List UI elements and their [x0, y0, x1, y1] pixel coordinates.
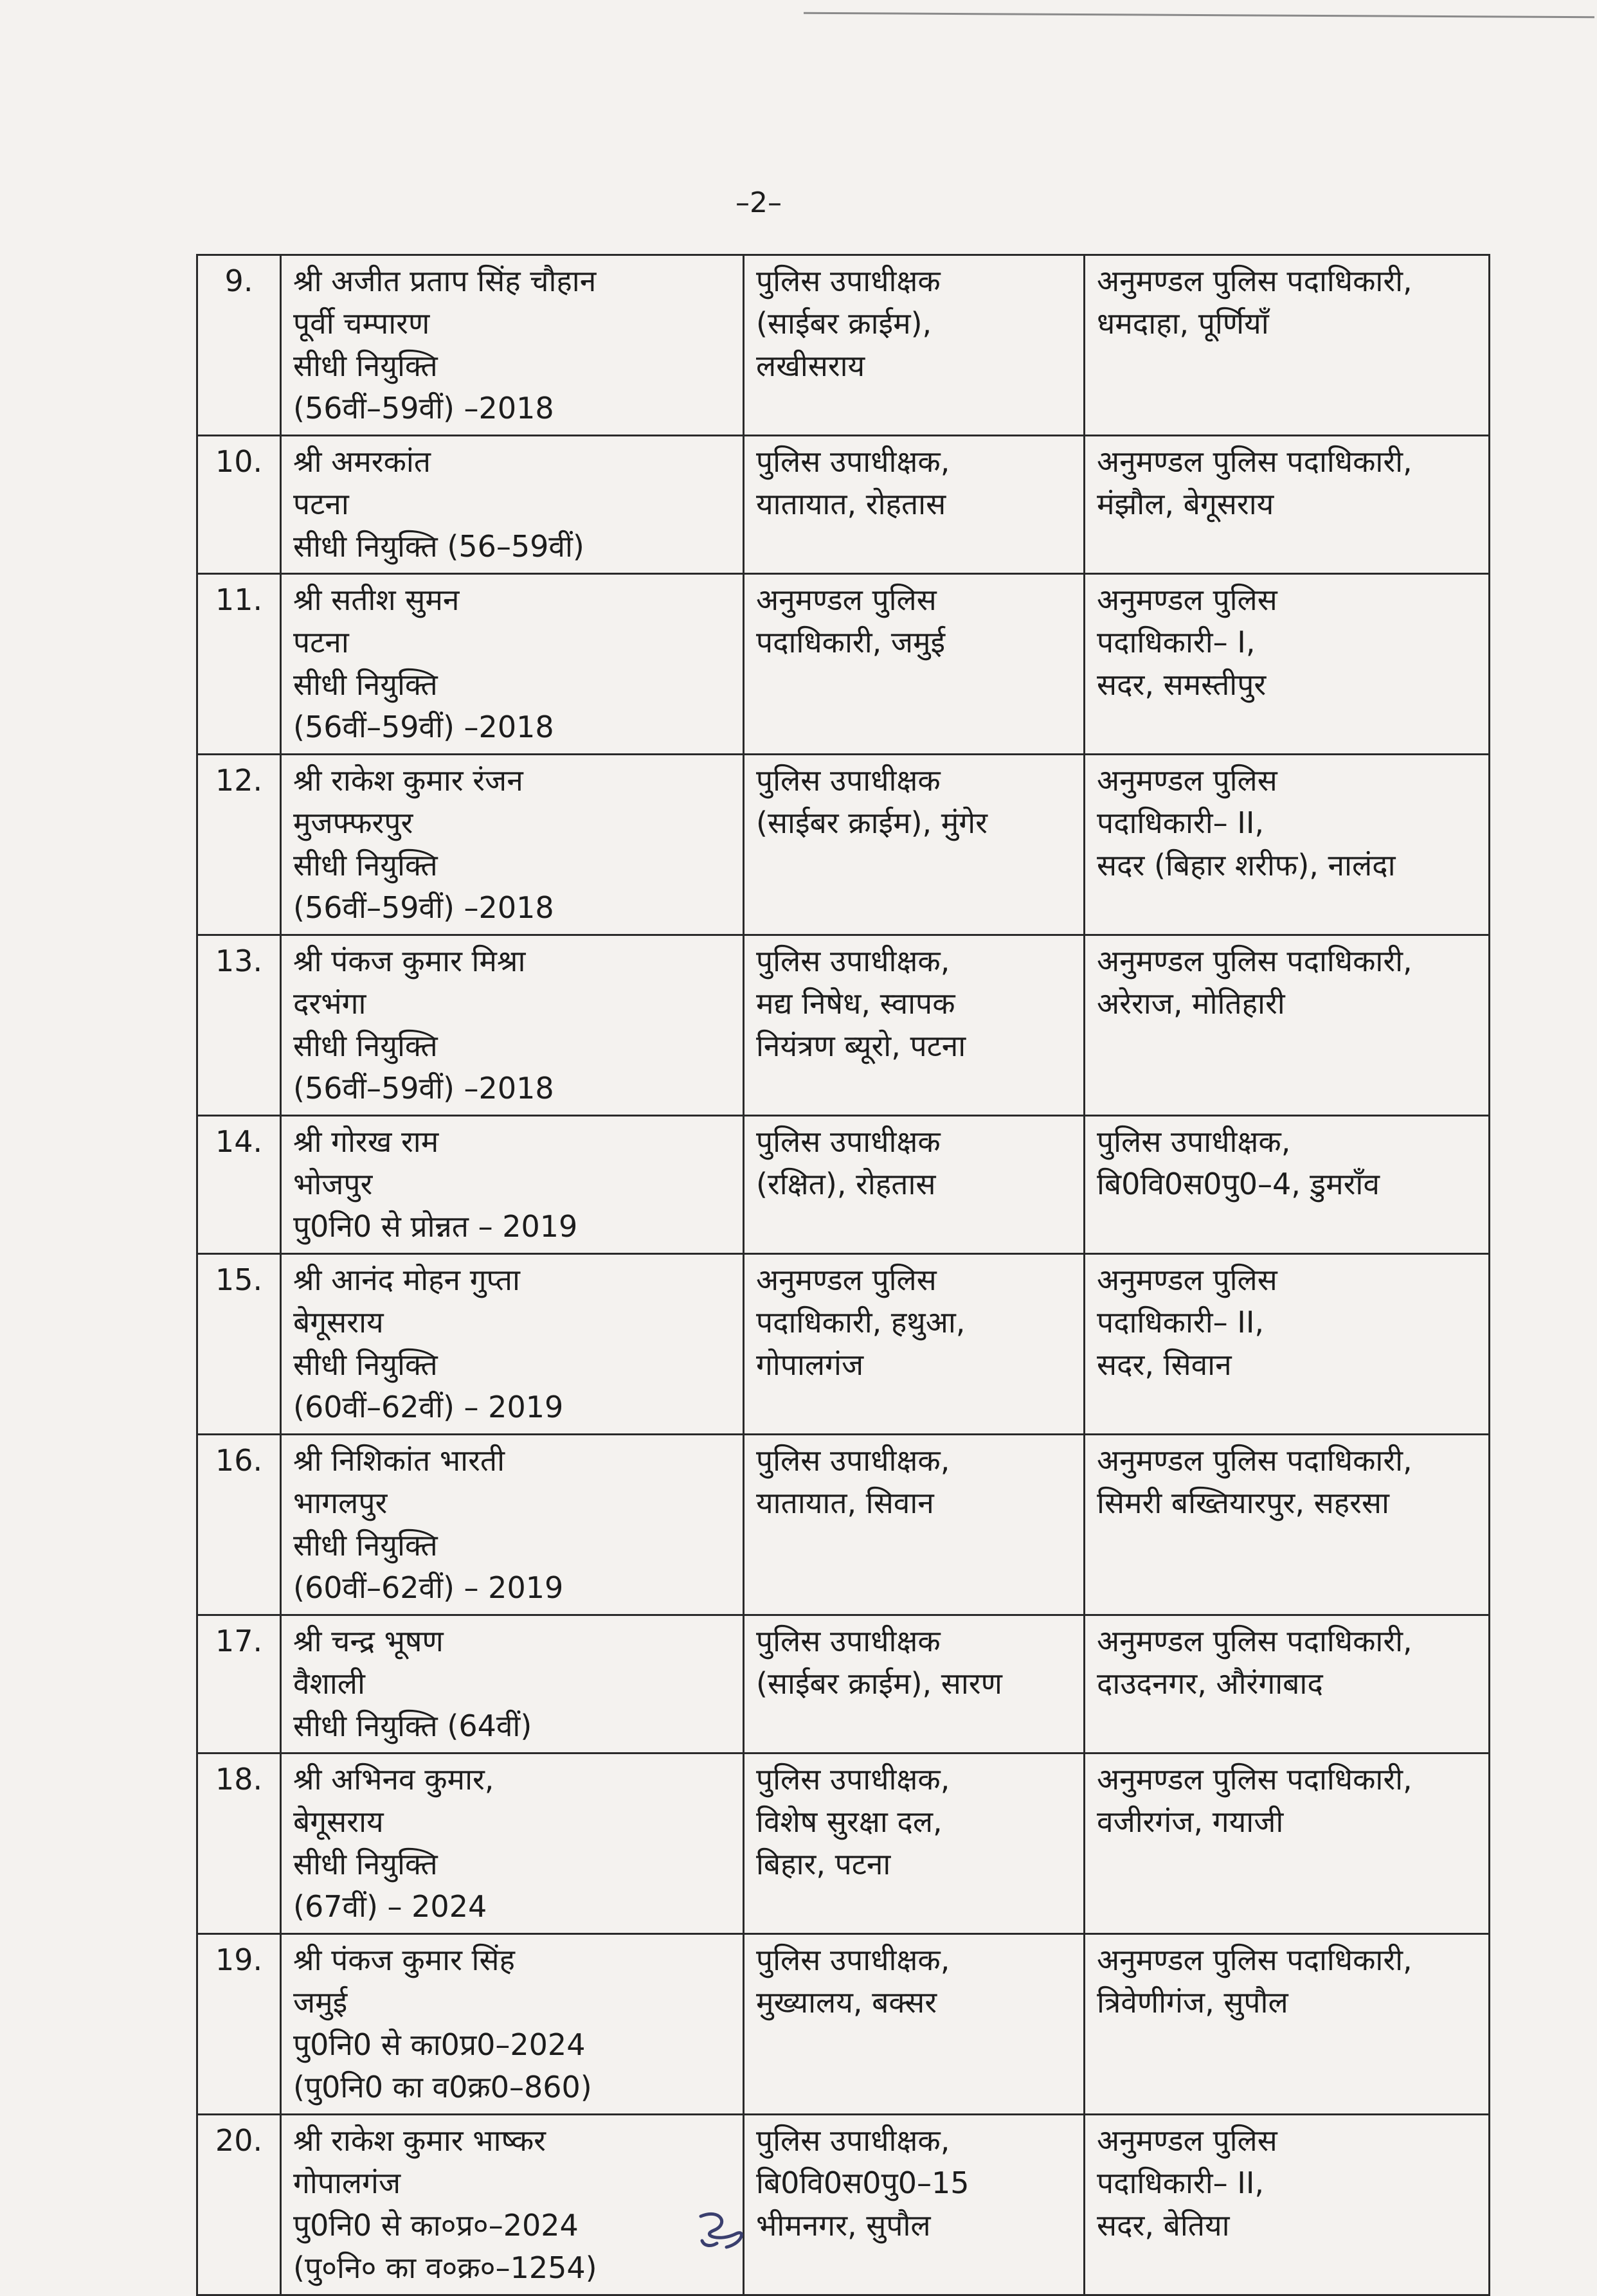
- name-line: श्री आनंद मोहन गुप्ता: [293, 1262, 520, 1297]
- from-line: पुलिस उपाधीक्षक,: [756, 2123, 950, 2158]
- new-posting-cell: [1085, 935, 1490, 1116]
- to-line: अनुमण्डल पुलिस पदाधिकारी,: [1097, 264, 1412, 298]
- name-line: (पु0नि0 का व0क्र0–860): [293, 2070, 592, 2104]
- serial-number: 20.: [197, 2115, 281, 2295]
- officer-details-cell: [281, 1254, 744, 1435]
- name-line: सीधी नियुक्ति: [293, 348, 438, 383]
- name-line: श्री राकेश कुमार भाष्कर: [293, 2123, 546, 2158]
- name-line: (56वीं–59वीं) –2018: [293, 391, 554, 426]
- name-line: (56वीं–59वीं) –2018: [293, 890, 554, 925]
- officer-details-cell: [281, 1615, 744, 1753]
- new-posting-cell: [1085, 1116, 1490, 1254]
- table-row: [197, 1753, 1490, 1934]
- current-posting-cell: [744, 1753, 1085, 1934]
- signature-initial: [681, 2205, 765, 2250]
- current-posting-cell: [744, 755, 1085, 935]
- new-posting-cell: [1085, 1435, 1490, 1615]
- name-line: श्री राकेश कुमार रंजन: [293, 763, 523, 798]
- table-row: [197, 574, 1490, 755]
- table-row: [197, 1435, 1490, 1615]
- from-line: बि0वि0स0पु0–15: [756, 2166, 970, 2200]
- name-line: जमुई: [293, 1985, 348, 2020]
- name-line: बेगूसराय: [293, 1305, 384, 1340]
- new-posting-cell: [1085, 2115, 1490, 2295]
- name-line: श्री निशिकांत भारती: [293, 1443, 505, 1478]
- officer-details-cell: [281, 574, 744, 755]
- to-line: पदाधिकारी– II,: [1097, 1305, 1265, 1340]
- serial-number: 11.: [197, 574, 281, 755]
- officer-details-cell: [281, 755, 744, 935]
- name-line: (56वीं–59वीं) –2018: [293, 1071, 554, 1106]
- name-line: पटना: [293, 487, 349, 521]
- from-line: (साईबर क्राईम),: [756, 306, 932, 341]
- name-line: गोपालगंज: [293, 2166, 401, 2200]
- to-line: सदर, सिवान: [1097, 1347, 1232, 1382]
- from-line: यातायात, सिवान: [756, 1485, 934, 1520]
- to-line: अनुमण्डल पुलिस पदाधिकारी,: [1097, 1942, 1412, 1977]
- current-posting-cell: [744, 1254, 1085, 1435]
- table-row: [197, 255, 1490, 436]
- current-posting-cell: [744, 1615, 1085, 1753]
- current-posting-cell: [744, 1435, 1085, 1615]
- from-line: नियंत्रण ब्यूरो, पटना: [756, 1028, 966, 1063]
- from-line: गोपालगंज: [756, 1347, 864, 1382]
- from-line: लखीसराय: [756, 348, 865, 383]
- from-line: (रक्षित), रोहतास: [756, 1167, 936, 1201]
- name-line: सीधी नियुक्ति: [293, 1528, 438, 1563]
- to-line: सदर, बेतिया: [1097, 2208, 1230, 2243]
- to-line: अनुमण्डल पुलिस: [1097, 763, 1277, 798]
- to-line: पुलिस उपाधीक्षक,: [1097, 1124, 1291, 1159]
- from-line: पुलिस उपाधीक्षक: [756, 264, 941, 298]
- table-row: [197, 755, 1490, 935]
- table-row: [197, 1254, 1490, 1435]
- officer-details-cell: [281, 255, 744, 436]
- name-line: श्री गोरख राम: [293, 1124, 439, 1159]
- name-line: सीधी नियुक्ति: [293, 1347, 438, 1382]
- from-line: अनुमण्डल पुलिस: [756, 582, 937, 617]
- from-line: बिहार, पटना: [756, 1847, 891, 1881]
- serial-number: 19.: [197, 1934, 281, 2115]
- current-posting-cell: [744, 255, 1085, 436]
- officer-details-cell: [281, 1116, 744, 1254]
- current-posting-cell: [744, 574, 1085, 755]
- current-posting-cell: [744, 2115, 1085, 2295]
- from-line: पुलिस उपाधीक्षक: [756, 1624, 941, 1658]
- serial-number: 15.: [197, 1254, 281, 1435]
- name-line: पु0नि0 से का०प्र०–2024: [293, 2208, 579, 2243]
- name-line: भागलपुर: [293, 1485, 388, 1520]
- to-line: अनुमण्डल पुलिस: [1097, 2123, 1277, 2158]
- new-posting-cell: [1085, 1934, 1490, 2115]
- name-line: श्री पंकज कुमार सिंह: [293, 1942, 515, 1977]
- to-line: धमदाहा, पूर्णियाँ: [1097, 306, 1269, 341]
- to-line: मंझौल, बेगूसराय: [1097, 487, 1274, 521]
- new-posting-cell: [1085, 1254, 1490, 1435]
- from-line: भीमनगर, सुपौल: [756, 2208, 931, 2243]
- serial-number: 18.: [197, 1753, 281, 1934]
- table-row: [197, 935, 1490, 1116]
- table-row: [197, 436, 1490, 574]
- new-posting-cell: [1085, 255, 1490, 436]
- name-line: पु0नि0 से का0प्र0–2024: [293, 2027, 586, 2062]
- officer-details-cell: [281, 2115, 744, 2295]
- current-posting-cell: [744, 436, 1085, 574]
- to-line: अनुमण्डल पुलिस: [1097, 1262, 1277, 1297]
- to-line: दाउदनगर, औरंगाबाद: [1097, 1666, 1323, 1701]
- from-line: मद्य निषेध, स्वापक: [756, 986, 955, 1021]
- name-line: श्री चन्द्र भूषण: [293, 1624, 444, 1658]
- name-line: श्री सतीश सुमन: [293, 582, 460, 617]
- name-line: सीधी नियुक्ति: [293, 848, 438, 883]
- to-line: वजीरगंज, गयाजी: [1097, 1804, 1284, 1839]
- name-line: सीधी नियुक्ति: [293, 1028, 438, 1063]
- name-line: वैशाली: [293, 1666, 365, 1701]
- name-line: दरभंगा: [293, 986, 366, 1021]
- from-line: अनुमण्डल पुलिस: [756, 1262, 937, 1297]
- from-line: (साईबर क्राईम), सारण: [756, 1666, 1002, 1701]
- name-line: श्री अजीत प्रताप सिंह चौहान: [293, 264, 597, 298]
- new-posting-cell: [1085, 436, 1490, 574]
- table-row: [197, 2115, 1490, 2295]
- from-line: यातायात, रोहतास: [756, 487, 946, 521]
- from-line: मुख्यालय, बक्सर: [756, 1985, 937, 2020]
- to-line: अरेराज, मोतिहारी: [1097, 986, 1285, 1021]
- table-row: [197, 1615, 1490, 1753]
- name-line: श्री अभिनव कुमार,: [293, 1762, 494, 1797]
- to-line: पदाधिकारी– II,: [1097, 805, 1265, 840]
- to-line: सदर (बिहार शरीफ), नालंदा: [1097, 848, 1396, 883]
- page-number: –2–: [735, 186, 782, 219]
- from-line: पदाधिकारी, जमुई: [756, 625, 946, 659]
- to-line: सिमरी बख्तियारपुर, सहरसा: [1097, 1485, 1389, 1520]
- from-line: पुलिस उपाधीक्षक: [756, 763, 941, 798]
- officer-details-cell: [281, 436, 744, 574]
- current-posting-cell: [744, 1934, 1085, 2115]
- name-line: पटना: [293, 625, 349, 659]
- name-line: (56वीं–59वीं) –2018: [293, 710, 554, 744]
- new-posting-cell: [1085, 574, 1490, 755]
- to-line: अनुमण्डल पुलिस पदाधिकारी,: [1097, 944, 1412, 978]
- serial-number: 14.: [197, 1116, 281, 1254]
- to-line: पदाधिकारी– II,: [1097, 2166, 1265, 2200]
- current-posting-cell: [744, 1116, 1085, 1254]
- officer-details-cell: [281, 1753, 744, 1934]
- to-line: सदर, समस्तीपुर: [1097, 667, 1267, 702]
- name-line: सीधी नियुक्ति (64वीं): [293, 1709, 532, 1743]
- name-line: पु0नि0 से प्रोन्नत – 2019: [293, 1209, 578, 1244]
- name-line: सीधी नियुक्ति: [293, 667, 438, 702]
- name-line: श्री अमरकांत: [293, 444, 431, 479]
- to-line: अनुमण्डल पुलिस: [1097, 582, 1277, 617]
- table-row: [197, 1934, 1490, 2115]
- name-line: (60वीं–62वीं) – 2019: [293, 1570, 564, 1605]
- from-line: पुलिस उपाधीक्षक,: [756, 944, 950, 978]
- to-line: पदाधिकारी– I,: [1097, 625, 1256, 659]
- from-line: पुलिस उपाधीक्षक,: [756, 1443, 950, 1478]
- transfer-table-body: [197, 255, 1490, 2295]
- name-line: भोजपुर: [293, 1167, 373, 1201]
- serial-number: 13.: [197, 935, 281, 1116]
- officer-details-cell: [281, 1934, 744, 2115]
- from-line: पदाधिकारी, हथुआ,: [756, 1305, 966, 1340]
- name-line: (67वीं) – 2024: [293, 1889, 487, 1924]
- from-line: पुलिस उपाधीक्षक,: [756, 1942, 950, 1977]
- from-line: (साईबर क्राईम), मुंगेर: [756, 805, 988, 840]
- from-line: पुलिस उपाधीक्षक,: [756, 1762, 950, 1797]
- officer-details-cell: [281, 1435, 744, 1615]
- new-posting-cell: [1085, 1753, 1490, 1934]
- to-line: बि0वि0स0पु0–4, डुमराँव: [1097, 1167, 1380, 1201]
- from-line: पुलिस उपाधीक्षक,: [756, 444, 950, 479]
- name-line: मुजफ्फरपुर: [293, 805, 413, 840]
- new-posting-cell: [1085, 1615, 1490, 1753]
- to-line: अनुमण्डल पुलिस पदाधिकारी,: [1097, 444, 1412, 479]
- to-line: त्रिवेणीगंज, सुपौल: [1097, 1985, 1288, 2020]
- serial-number: 16.: [197, 1435, 281, 1615]
- name-line: (60वीं–62वीं) – 2019: [293, 1390, 564, 1424]
- transfer-table: [196, 254, 1490, 2296]
- name-line: पूर्वी चम्पारण: [293, 306, 430, 341]
- serial-number: 10.: [197, 436, 281, 574]
- name-line: बेगूसराय: [293, 1804, 384, 1839]
- from-line: विशेष सुरक्षा दल,: [756, 1804, 943, 1839]
- name-line: सीधी नियुक्ति (56–59वीं): [293, 529, 584, 564]
- to-line: अनुमण्डल पुलिस पदाधिकारी,: [1097, 1624, 1412, 1658]
- serial-number: 17.: [197, 1615, 281, 1753]
- new-posting-cell: [1085, 755, 1490, 935]
- scan-top-rule: [804, 12, 1594, 18]
- from-line: पुलिस उपाधीक्षक: [756, 1124, 941, 1159]
- name-line: (पु०नि० का व०क्र०–1254): [293, 2250, 597, 2285]
- serial-number: 9.: [197, 255, 281, 436]
- table-row: [197, 1116, 1490, 1254]
- to-line: अनुमण्डल पुलिस पदाधिकारी,: [1097, 1443, 1412, 1478]
- name-line: सीधी नियुक्ति: [293, 1847, 438, 1881]
- officer-details-cell: [281, 935, 744, 1116]
- current-posting-cell: [744, 935, 1085, 1116]
- serial-number: 12.: [197, 755, 281, 935]
- name-line: श्री पंकज कुमार मिश्रा: [293, 944, 526, 978]
- to-line: अनुमण्डल पुलिस पदाधिकारी,: [1097, 1762, 1412, 1797]
